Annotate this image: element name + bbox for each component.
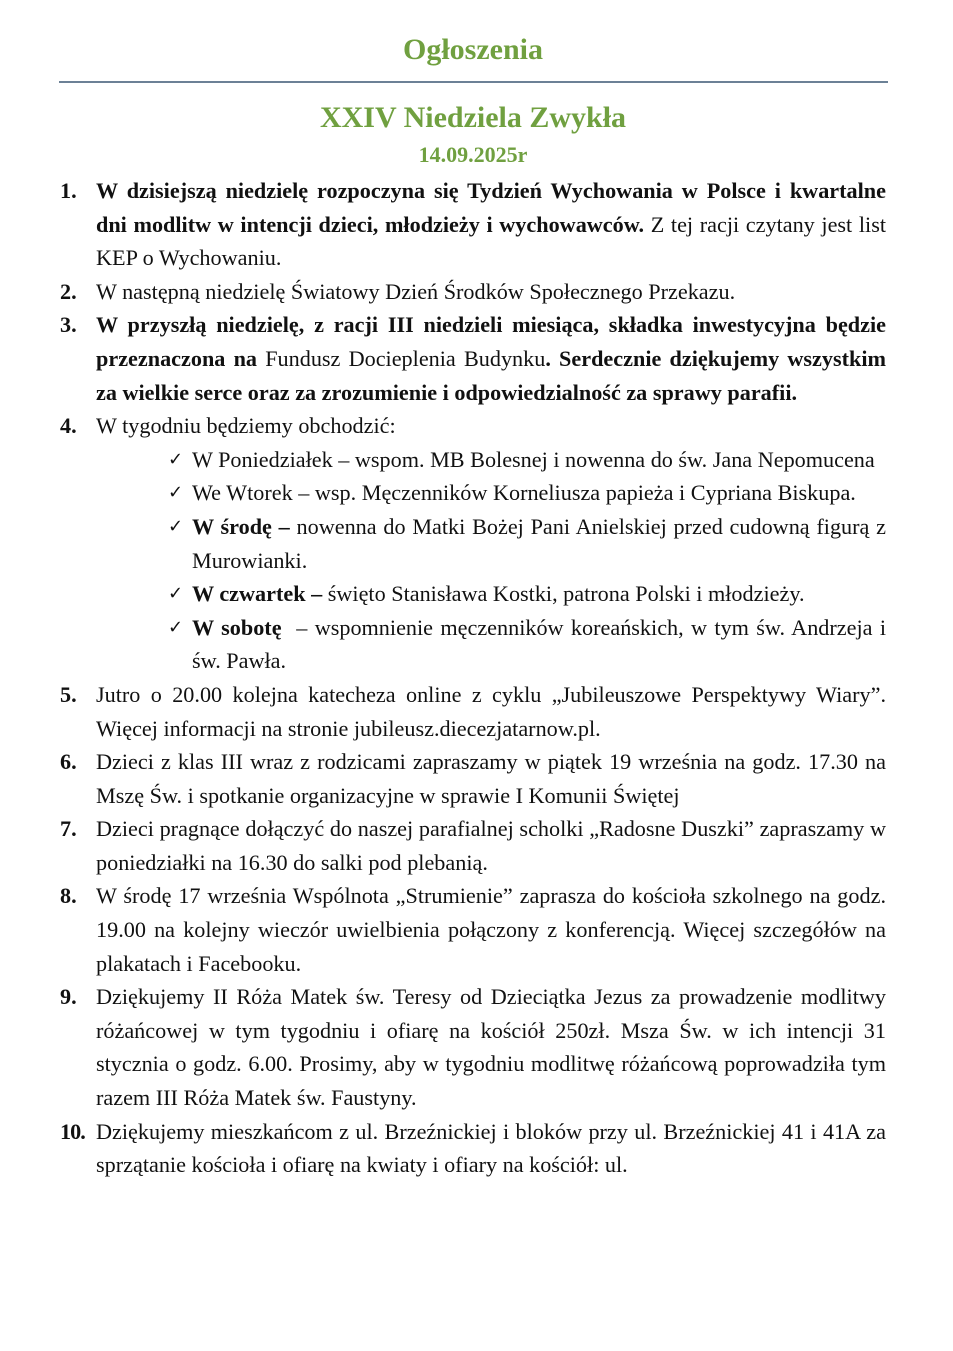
announcement-item	[60, 812, 886, 879]
item-number: 10.	[60, 1118, 85, 1144]
feast-text: – wspomnienie męczenników koreańskich, w tym św. Andrzeja i św. Pawła.	[192, 614, 892, 674]
item-text-bold: W dzisiejszą niedzielę rozpoczyna się Tydzień Wychowania w Polsce i kwartalne dni modlitw w intencji dzieci, młodzieży i wychowawców.	[96, 178, 886, 237]
date: 14.09.2025r	[418, 142, 528, 167]
announcements-list	[60, 174, 892, 1182]
item-text: Z tej racji czytany jest list KEP o Wychowaniu.	[96, 211, 886, 271]
item-number: 3.	[60, 312, 77, 338]
item-number: 1.	[60, 178, 77, 203]
item-text: W następną niedzielę Światowy Dzień Środków Społecznego Przekazu.	[96, 278, 736, 304]
announcement-item	[60, 409, 886, 443]
item-text: Fundusz Docieplenia Budynku	[257, 345, 546, 371]
page-title: Ogłoszenia	[403, 33, 543, 66]
item-text: Dzieci z klas III wraz z rodzicami zapraszamy w piątek 19 września na godz. 17.30 na Mszę Św. i spotkanie organizacyjne w sprawie I Komunii Świętej	[96, 749, 886, 808]
item-text: Dziękujemy II Róża Matek św. Teresy od Dzieciątka Jezus za prowadzenie modlitwy różańcowej w tym tygodniu i ofiarę na kościół 250zł. Msza Św. w ich intencji 31 stycznia o godz. 6.00. Prosimy, aby w tygodniu modlitwę różańcową poprowadziła tym razem III Róża Matek św. Faustyny.	[96, 984, 886, 1111]
item-text: Dziękujemy mieszkańcom z ul. Brzeźnickiej i bloków przy ul. Brzeźnickiej 41 i 41A za sprzątanie kościoła i ofiarę na kwiaty i ofiary na kościół: ul.	[96, 1118, 886, 1178]
announcement-item	[60, 879, 886, 980]
checkmark-icon: ✓	[168, 515, 184, 537]
feast-item	[164, 443, 886, 477]
item-number: 2.	[60, 278, 77, 304]
item-text: Jutro o 20.00 kolejna katecheza online z cyklu „Jubileuszowe Perspektywy Wiary”. Więcej informacji na stronie jubileusz.diecezjatarnow.pl.	[96, 681, 886, 741]
title-divider	[59, 81, 888, 83]
feast-item	[164, 476, 886, 510]
item-text: Dzieci pragnące dołączyć do naszej parafialnej scholki „Radosne Duszki” zapraszamy w poniedziałki na 16.30 do salki pod plebanią.	[96, 816, 886, 875]
announcement-item	[60, 1115, 886, 1182]
feast-item	[164, 611, 892, 678]
item-number: 4.	[60, 413, 77, 439]
feast-text: W Poniedziałek – wspom. MB Bolesnej i nowenna do św. Jana Nepomucena	[192, 446, 875, 472]
item-text-bold: W przyszłą niedzielę, z racji III niedzieli miesiąca, składka inwestycyjna będzie przeznaczona na	[96, 312, 886, 371]
announcement-item	[60, 275, 886, 309]
checkmark-icon: ✓	[168, 482, 184, 504]
feast-item	[164, 510, 886, 577]
feast-text: We Wtorek – wsp. Męczenników Korneliusza papieża i Cypriana Biskupa.	[192, 480, 856, 506]
announcement-item	[60, 980, 886, 1114]
item-text: W środę 17 września Wspólnota „Strumienie” zaprasza do kościoła szkolnego na godz. 19.00 na kolejny wieczór uwielbienia połączony z konferencją. Więcej szczegółów na plakatach i Facebooku.	[96, 883, 886, 976]
weekly-feasts-list	[164, 443, 892, 678]
checkmark-icon: ✓	[168, 448, 184, 470]
item-number: 7.	[60, 816, 77, 842]
announcement-item	[60, 745, 886, 812]
feast-text: nowenna do Matki Bożej Pani Anielskiej przed cudowną figurą z Murowianki.	[192, 513, 886, 573]
item-number: 5.	[60, 681, 77, 707]
feast-item	[164, 577, 886, 611]
item-number: 9.	[60, 984, 77, 1010]
item-number: 6.	[60, 749, 77, 775]
feast-day: W sobotę	[192, 614, 282, 640]
feast-day: W czwartek –	[192, 581, 323, 607]
checkmark-icon: ✓	[168, 583, 184, 605]
item-text: W tygodniu będziemy obchodzić:	[96, 413, 396, 439]
announcement-item	[60, 174, 886, 275]
feast-text: święto Stanisława Kostki, patrona Polski i młodzieży.	[322, 581, 805, 607]
item-number: 8.	[60, 883, 77, 909]
announcement-item	[60, 308, 886, 409]
item-text-bold: . Serdecznie dziękujemy wszystkim za wielkie serce oraz za zrozumienie i odpowiedzialność za sprawy parafii.	[96, 345, 887, 405]
sunday-name: XXIV Niedziela Zwykła	[319, 101, 627, 134]
feast-day: W środę –	[192, 513, 290, 539]
checkmark-icon: ✓	[168, 616, 184, 638]
announcement-item	[60, 678, 886, 745]
